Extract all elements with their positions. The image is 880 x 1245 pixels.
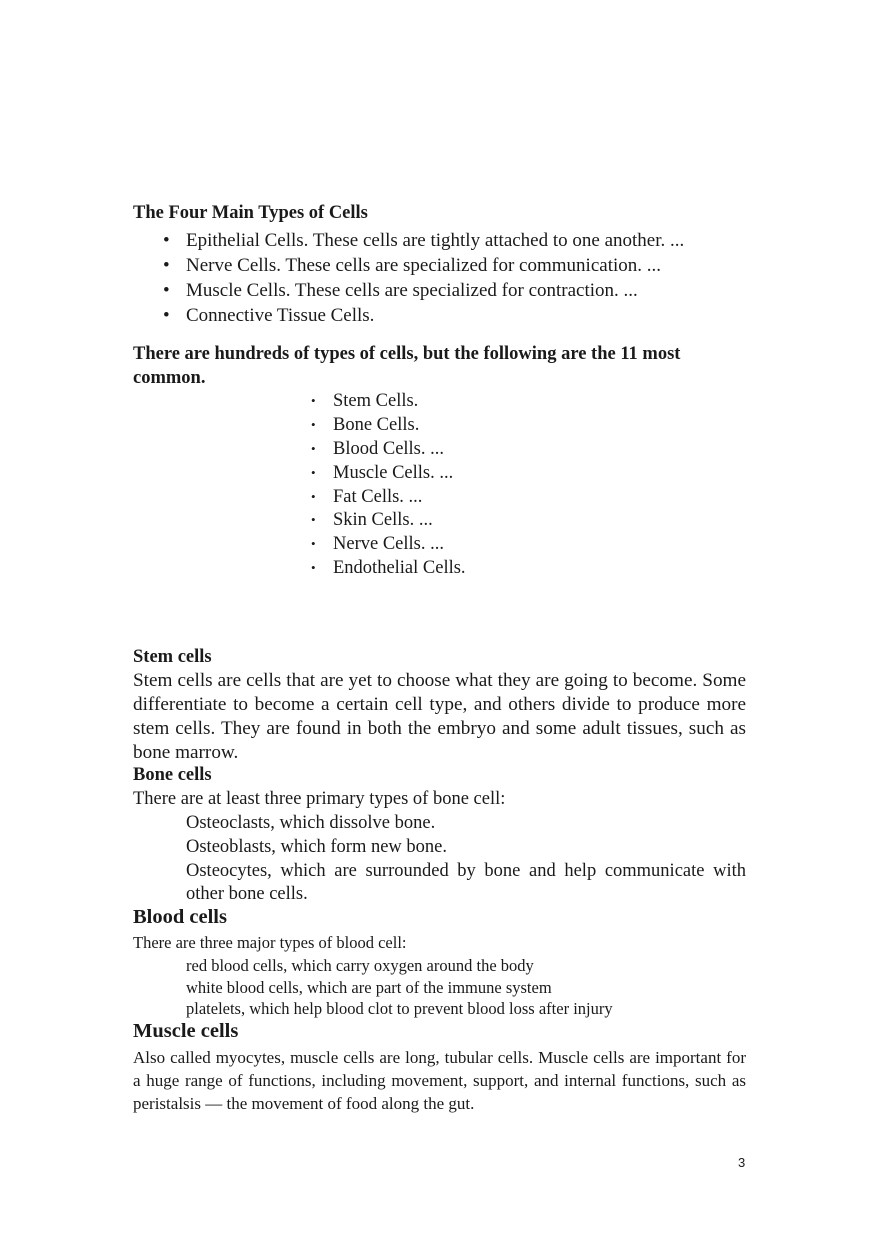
bullet-icon: • — [163, 280, 170, 301]
list-item-text: Fat Cells. ... — [333, 486, 423, 507]
common-types-list — [311, 389, 466, 580]
section-heading-common-types: There are hundreds of types of cells, but the following are the 11 most common. — [133, 344, 681, 388]
bullet-icon: • — [163, 230, 170, 251]
stem-cells-heading: Stem cells — [133, 647, 212, 667]
bullet-icon: • — [311, 536, 316, 552]
bullet-icon: • — [311, 440, 316, 456]
stem-cells-paragraph: Stem cells are cells that are yet to choose what they are going to become. Some differentiate to become a certain cell type, and others divide to produce more stem cells. They are found in both the embryo and some adult tissues, such as bone marrow. — [133, 670, 746, 763]
muscle-cells-heading: Muscle cells — [133, 1020, 239, 1042]
list-item — [311, 532, 466, 556]
list-item — [311, 508, 466, 532]
list-item: red blood cells, which carry oxygen around the body — [186, 956, 534, 975]
page-number: 3 — [738, 1155, 746, 1170]
list-item — [133, 253, 684, 278]
bullet-icon: • — [163, 255, 170, 276]
list-item-text: Blood Cells. ... — [333, 438, 445, 459]
list-item: Osteoblasts, which form new bone. — [186, 836, 448, 857]
blood-cells-heading: Blood cells — [133, 906, 227, 928]
list-item — [311, 413, 466, 437]
list-item-text: Muscle Cells. These cells are specialized for contraction. ... — [186, 280, 638, 301]
bone-cells-list — [186, 812, 746, 907]
bullet-icon: • — [311, 488, 316, 504]
list-item-text: Nerve Cells. These cells are specialized for communication. ... — [186, 255, 661, 276]
list-item — [311, 485, 466, 509]
list-item-text: Connective Tissue Cells. — [186, 305, 375, 326]
bullet-icon: • — [311, 393, 316, 408]
list-item — [133, 228, 684, 253]
list-item-text: Stem Cells. — [333, 391, 419, 411]
list-item-text: Bone Cells. — [333, 414, 420, 435]
bullet-icon: • — [163, 305, 170, 326]
list-item-text: Nerve Cells. ... — [333, 534, 444, 555]
list-item-text: Muscle Cells. ... — [333, 462, 454, 483]
list-item: Osteocytes, which are surrounded by bone and help communicate with other bone cells. — [186, 860, 746, 905]
bullet-icon: • — [311, 464, 316, 480]
bone-cells-intro: There are at least three primary types of bone cell: — [133, 789, 506, 809]
list-item: white blood cells, which are part of the immune system — [186, 977, 552, 997]
list-item — [311, 437, 466, 461]
list-item — [311, 461, 466, 485]
list-item-text: Skin Cells. ... — [333, 510, 433, 531]
bullet-icon: • — [311, 512, 316, 528]
blood-cells-intro: There are three major types of blood cell: — [133, 933, 407, 952]
bone-cells-heading: Bone cells — [133, 765, 212, 785]
list-item-text: Epithelial Cells. These cells are tightly attached to one another. ... — [186, 230, 685, 251]
bullet-icon: • — [311, 560, 316, 576]
list-item — [133, 303, 684, 328]
list-item: platelets, which help blood clot to prevent blood loss after injury — [186, 999, 613, 1018]
list-item: Osteoclasts, which dissolve bone. — [186, 813, 436, 833]
list-item — [133, 278, 684, 303]
list-item — [311, 556, 466, 580]
list-item-text: Endothelial Cells. — [333, 558, 466, 579]
muscle-cells-paragraph: Also called myocytes, muscle cells are long, tubular cells. Muscle cells are important for a huge range of functions, including movement, support, and internal functions, such as peristalsis — the movement of food along the gut. — [133, 1048, 746, 1113]
blood-cells-list — [186, 955, 613, 1020]
section-heading-four-types: The Four Main Types of Cells — [133, 203, 368, 223]
four-types-list — [133, 228, 684, 328]
list-item — [311, 389, 466, 413]
bullet-icon: • — [311, 416, 316, 432]
